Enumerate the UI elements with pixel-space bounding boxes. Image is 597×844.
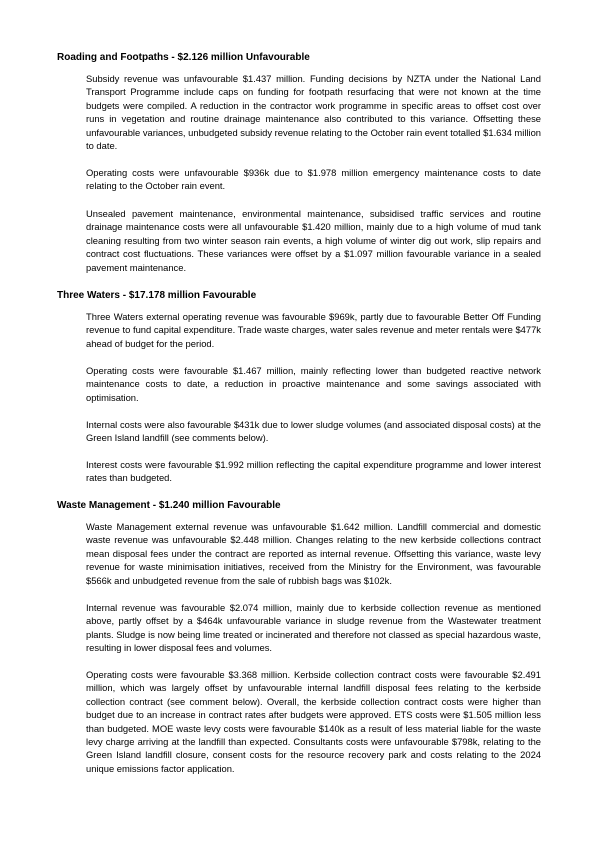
section-heading: Roading and Footpaths - $2.126 million Unfavourable [57,52,310,63]
paragraph: Three Waters external operating revenue was favourable $969k, partly due to favourable Better Off Funding revenue to fund capital expenditure. Trade waste charges, water sales revenue and meter rentals were $477k ahead of budget for the period. [86,311,541,349]
paragraph: Operating costs were favourable $3.368 million. Kerbside collection contract costs were favourable $2.491 million, which was largely offset by unfavourable internal landfill disposal fees relating to the kerbside collection contract (see comment below). Overall, the kerbside collection contract costs were higher than budget due to an increase in contract rates after budgets were approved. ETS costs were $1.505 million less than budgeted. MOE waste levy costs were favourable $140k as a result of less material liable for the waste levy charge arriving at the landfill than expected. Consultants costs were unfavourable $798k, relating to the Green Island landfill closure, consent costs for the resource recovery park and costs relating to the 2024 unique emissions factor application. [86,669,541,774]
paragraph: Unsealed pavement maintenance, environmental maintenance, subsidised traffic services and routine drainage maintenance costs were all unfavourable $1.420 million, mainly due to a high volume of mud tank cleaning resulting from two winter season rain events, a high volume of winter dig out work, slip repairs and contract cost fluctuations. These variances were offset by a $1.097 million favourable variance in a sealed pavement maintenance. [86,208,541,273]
paragraph: Internal revenue was favourable $2.074 million, mainly due to kerbside collection revenue as mentioned above, partly offset by a $464k unfavourable variance in sludge revenue from the Wastewater treatment plants. Sludge is now being lime treated or incinerated and therefore not classed as special hazardous waste, resulting in lower disposal fees and volumes. [86,602,541,654]
paragraph: Subsidy revenue was unfavourable $1.437 million. Funding decisions by NZTA under the National Land Transport Programme include caps on funding for footpath resurfacing that were not known at the time budgets were compiled. A reduction in the contractor work programme in specific areas to offset cost over runs in vegetation and routine drainage maintenance also contributed to this variance. Offsetting these unfavourable variances, unbudgeted subsidy revenue relating to the October rain event totalled $1.634 million to date. [86,73,541,152]
section-heading: Three Waters - $17.178 million Favourable [57,290,257,301]
paragraph: Waste Management external revenue was unfavourable $1.642 million. Landfill commercial and domestic waste revenue was unfavourable $2.448 million. Changes relating to the new kerbside collections contract mean disposal fees under the contract are reported as internal revenue. Offsetting this variance, waste levy revenue for waste minimisation initiatives, received from the Ministry for the Environment, was favourable $566k and unbudgeted revenue from the sale of rubbish bags was $102k. [86,521,541,586]
paragraph: Operating costs were favourable $1.467 million, mainly reflecting lower than budgeted reactive network maintenance costs to date, a reduction in proactive maintenance and some savings associated with optimisation. [86,365,541,403]
paragraph: Operating costs were unfavourable $936k due to $1.978 million emergency maintenance costs to date relating to the October rain event. [86,167,541,192]
section-heading: Waste Management - $1.240 million Favourable [57,500,281,511]
paragraph: Interest costs were favourable $1.992 million reflecting the capital expenditure programme and lower interest rates than budgeted. [86,459,541,484]
paragraph: Internal costs were also favourable $431k due to lower sludge volumes (and associated disposal costs) at the Green Island landfill (see comments below). [86,419,541,444]
